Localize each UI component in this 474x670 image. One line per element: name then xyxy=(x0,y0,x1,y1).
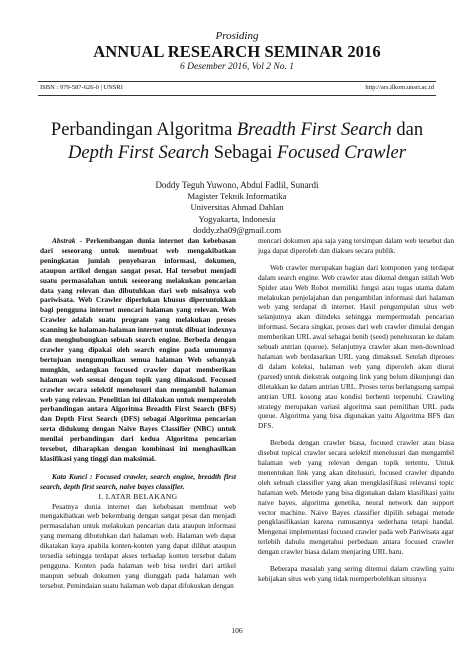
header-rule-bottom xyxy=(38,95,436,96)
body-paragraph-problems: Beberapa masalah yang sering ditemui dalam crawling yaitu kebijakan situs web yang tidak memperbolehkan situsnya xyxy=(258,564,454,583)
abstract: Abstrak - Perkembangan dunia internet dan kebebasan dari seseorang untuk membuat web mengakibatkan peningkatan jumlah penyebaran informasi, dokumen, ataupun artikel dengan sangat pesat. Hal tersebut menjadi suatu permasalahan untuk seseorang melakukan pencarian data yang relevan dan dibutuhkan dari web misalnya web pariwisata. Web Crawler diperlukan khusus diperuntukkan bagi pengguna internet mencari halaman yang relevan. Web Crawler adalah suatu program yang melakukan proses scanning ke halaman-halaman internet untuk dibuat indexnya dan menghubungkan sebuah search engine. Berbeda dengan crawler yang dipakai oleh search engine pada umumnya bertujuan mengumpulkan semua halaman Web sebanyak mungkin, sedangkan focused crawler dapat memberikan halaman web sesuai dengan topik yang dimaksud. Focused crawler secara selektif menelusuri dan mengambil halaman web yang relevan. Penelitian ini dilakukan untuk memperoleh perbandingan antara Algoritma Breadth First Search (BFS) dan Depth First Search (DFS) sebagai Algoritma pencarian serta didukung dengan Naive Bayes Classifier (NBC) untuk menilai perbandingan dari kedua Algoritma pencarian tersebut, diharapkan dengan kombinasi ini menghasilkan klasifikasi yang tinggi dan maksimal. xyxy=(40,236,236,463)
affiliation-location: Yogyakarta, Indonesia xyxy=(198,213,276,224)
left-column xyxy=(40,236,236,591)
body-paragraph-continued: mencari dokumen apa saja yang tersimpan dalam web tersebut dan juga dapat diperoleh dan diakses secara publik. xyxy=(258,236,454,255)
right-column xyxy=(258,236,454,584)
seminar-title: ANNUAL RESEARCH SEMINAR 2016 xyxy=(93,42,381,61)
author-block xyxy=(0,180,474,236)
proceedings-label: Prosiding xyxy=(215,30,259,42)
section-heading: I. LATAR BELAKANG xyxy=(98,491,178,501)
header-rule-top xyxy=(38,81,436,82)
author-names: Doddy Teguh Yuwono, Abdul Fadlil, Sunardi xyxy=(155,180,319,190)
page-number: 106 xyxy=(231,626,243,635)
affiliation-university: Universitas Ahmad Dahlan xyxy=(190,202,284,213)
affiliation-program: Magister Teknik Informatika xyxy=(187,191,287,202)
body-paragraph-focused-crawler: Berbeda dengan crawler biasa, focused crawler atau biasa disebut topical crawler secara selektif menelusuri dan mengambil halaman web yang relevan dengan topik tertentu. Untuk menentukan link yang akan ditelusuri, focused crawler dipandu oleh sebuah classifier yang akan mengklasifikasi relevansi topic halaman web. Metode yang bisa digunakan dalam klasifikasi yaitu naive bayes, algoritma genetika, neural network dan support vector machine. Naive Bayes classifier dipilih sebagai metode pengklasifikasian karena rumusannya sederhana tetapi handal. Mengenai implementasi focused crawler pada web Pariwisata agar terlebih dahulu mengetahui perbedaan antara focused crawler dengan crawler biasa dalam menjaring URL baru. xyxy=(258,438,454,557)
paper-title: Perbandingan Algoritma Breadth First Search dan Depth First Search Sebagai Focused Crawler xyxy=(50,120,424,163)
seminar-date: 6 Desember 2016, Vol 2 No. 1 xyxy=(180,62,294,72)
keywords: Kata Kunci : Focused crawler, search engine, breadth first search, depth first search, naive bayes classifier. xyxy=(40,471,236,491)
body-paragraph-web-crawler: Web crawler merupakan bagian dari komponen yang terdapat dalam search engine. Web crawler atau dikenal dengan istilah Web Spider atau Web Robot memiliki fungsi atau tugas utama dalam melakukan penjelajahan dan pengambilan informasi dari halaman web yang terdapat di internet. Hasil pengumpulan situs web selanjutnya akan diindeks sehingga mempermudah pencarian informasi. Secara singkat, proses dari web crawler dimulai dengan memberikan URL awal sebagai benih (seed) penelusuran ke dalam sebuah antrian (queue). Selanjutnya crawler akan men-download halaman web berdasarkan URL yang dimaksud. Setelah diproses di dalam koleksi, halaman web yang diperoleh akan diurai (parsed) untuk diekstrak outgoing link yang belum dikunjungi dan diletakkan ke dalam antrian URL. Proses terus berlangsung sampai antrian URL kosong atau kondisi berhenti terpenuhi. Crawling strategy merupakan variasi algoritma saat pemilihan URL pada queue. Algoritma yang bisa digunakan yaitu Algoritma BFS dan DFS. xyxy=(258,262,454,431)
intro-paragraph: Pesatnya dunia internet dan kebebasan membuat web mengakibatkan web bekembang dengan sangat pesat dan menjadi permasalahan untuk melakukan pencarian data ataupun informasi yang memang dibutuhkan dari halaman web. Halaman web dapat dikatakan kaya apabila konten-konten yang dapat dilihat ataupun tersedia sehingga terdapat akses terhadap konten tersebut dalam pengguna. Konten pada halaman web bisa terdiri dari artikel maupun sebuah dokumen yang diunggah pada halaman web tersebut. Pemindaian suatu halaman web dapat difokuskan dengan xyxy=(40,501,236,590)
journal-url[interactable]: http://ars.ilkom.unsri.ac.id xyxy=(365,84,434,91)
author-email[interactable]: doddy.zha09@gmail.com xyxy=(192,224,282,235)
isbn-text: ISBN : 979-587-626-0 | UNSRI xyxy=(40,84,123,91)
